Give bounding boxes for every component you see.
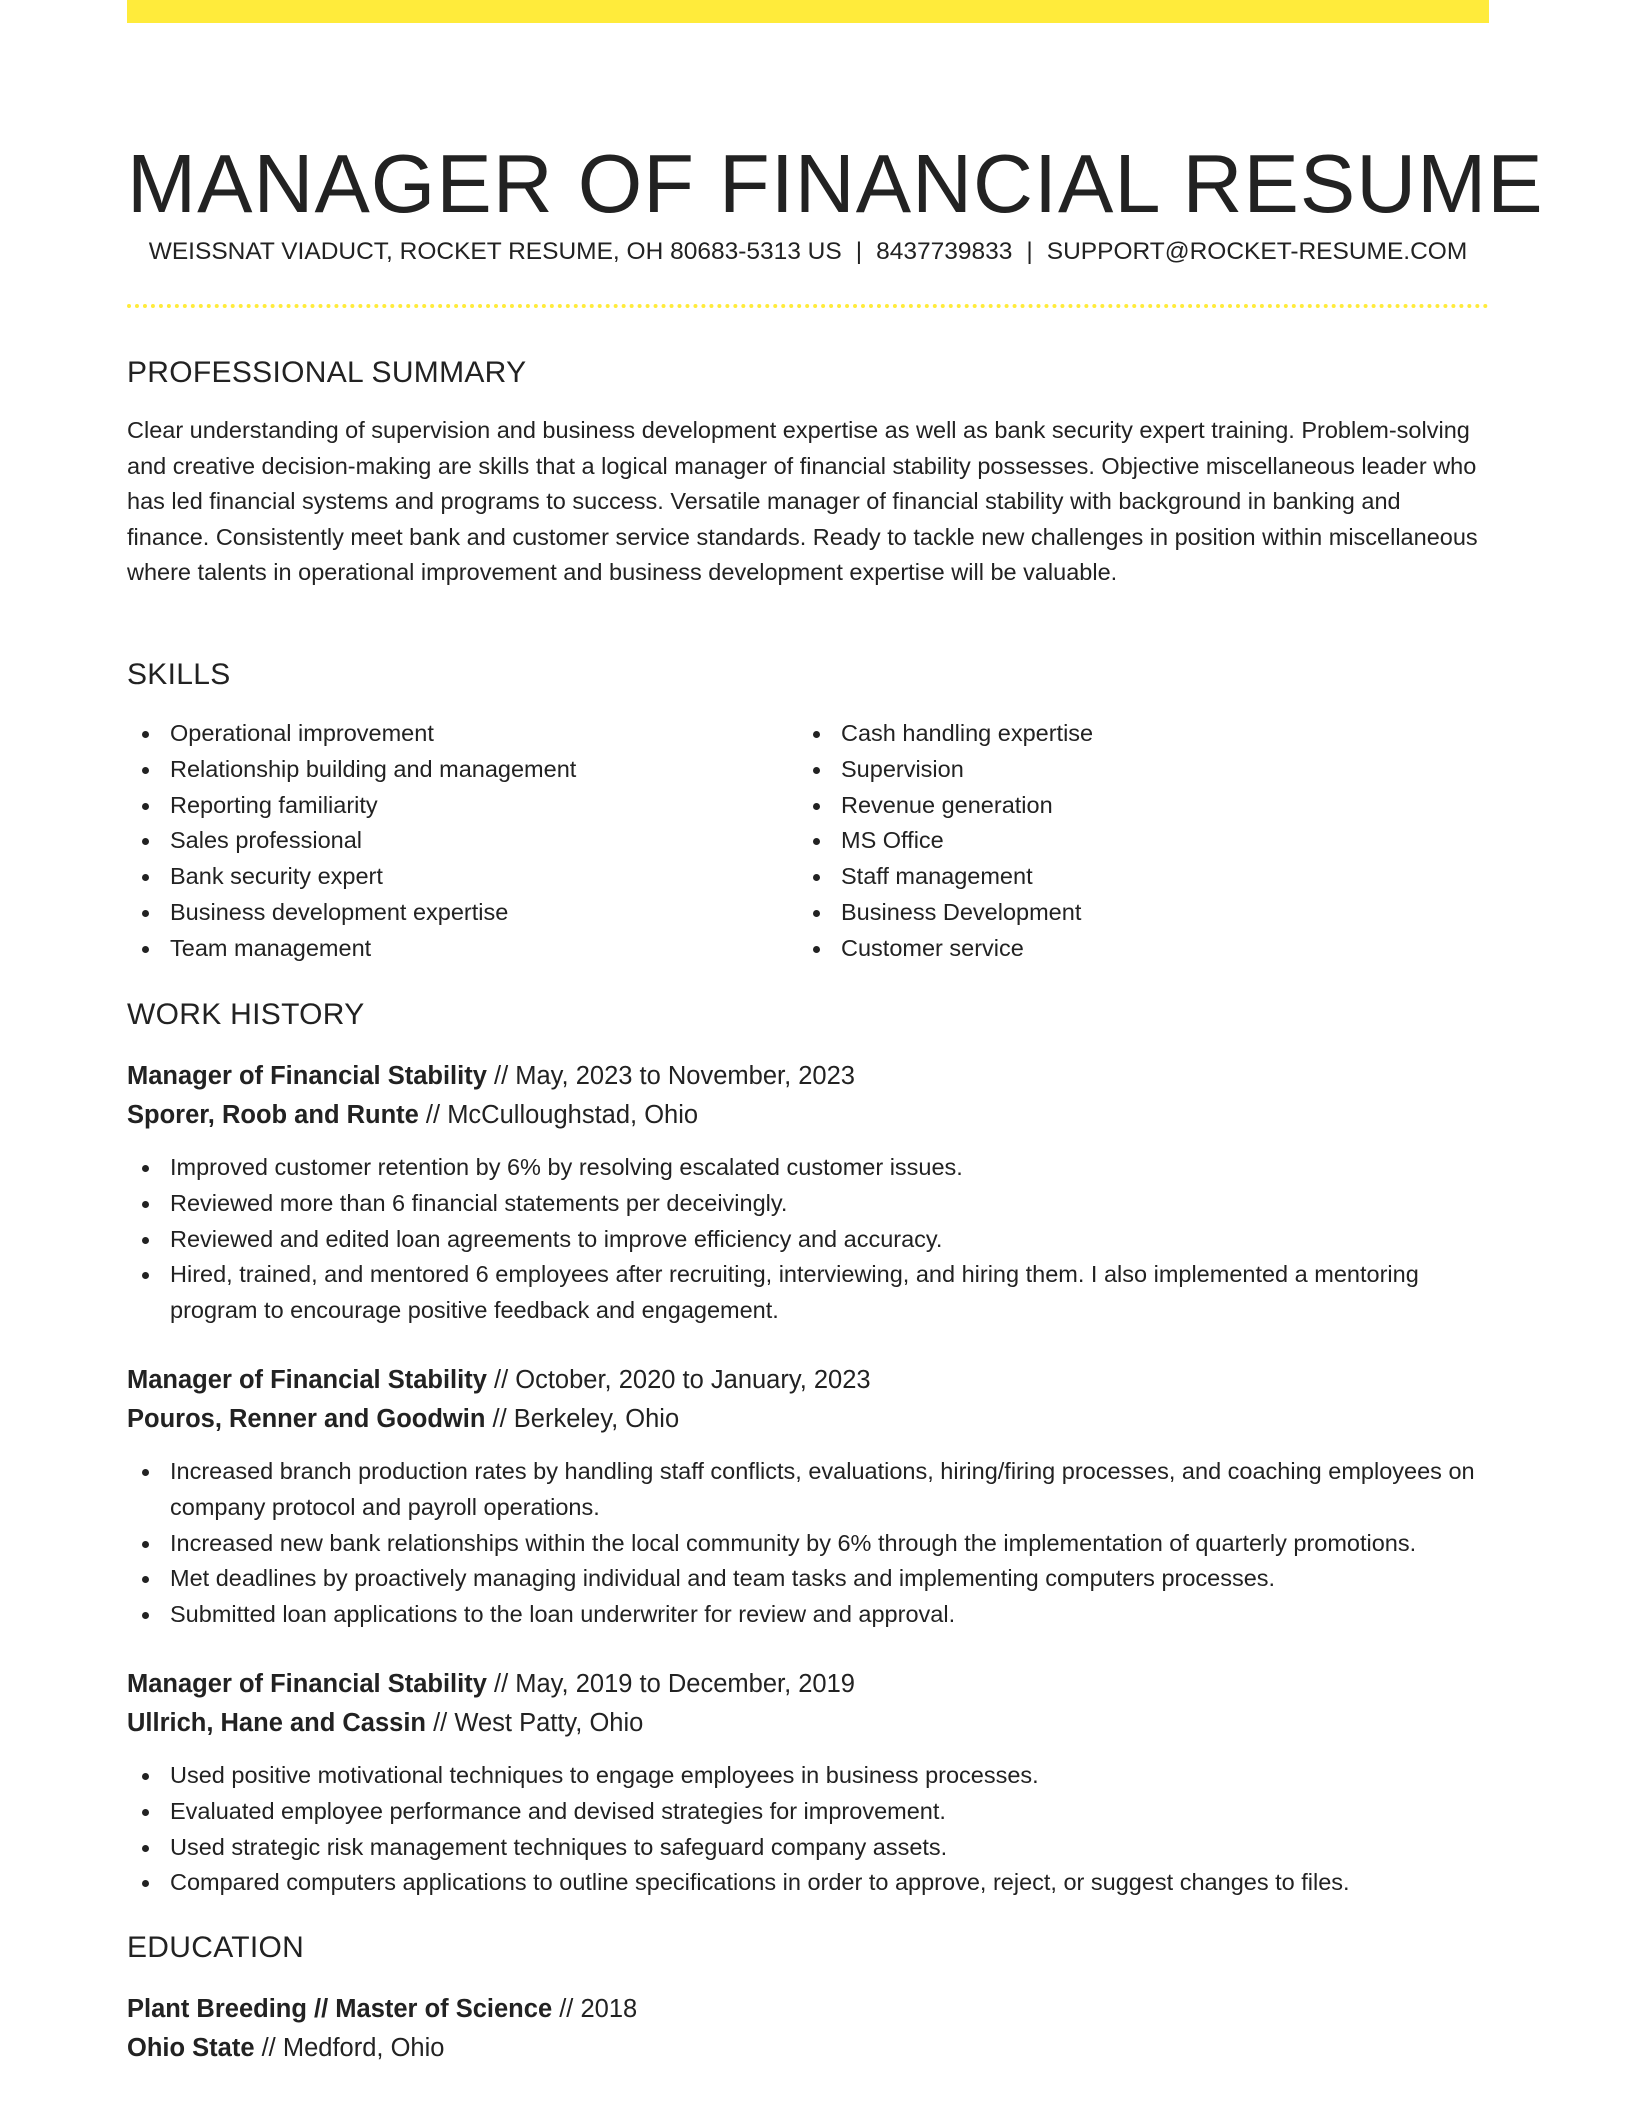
skills-list-left [127,716,797,967]
job-bullet: Increased new bank relationships within the local community by 6% through the implementation of quarterly promotions. [127,1526,1489,1562]
skills-heading: SKILLS [127,658,231,691]
job-separator: // [486,1670,516,1698]
skill-item: Supervision [798,752,1488,788]
job-location: West Patty, Ohio [454,1709,644,1737]
resume-title: MANAGER OF FINANCIAL RESUME [127,136,1544,230]
education-school: Ohio State [127,2034,255,2062]
education-separator: // [254,2034,283,2062]
job-company: Sporer, Roob and Runte [127,1101,419,1129]
job-bullet: Used strategic risk management techniques to safeguard company assets. [127,1830,1489,1866]
job-title: Manager of Financial Stability [127,1366,487,1394]
work-history-heading: WORK HISTORY [127,998,365,1031]
job-bullet: Reviewed more than 6 financial statements per deceivingly. [127,1186,1489,1222]
skill-item: Customer service [798,931,1488,967]
job-bullets [127,1150,1489,1329]
skill-item: Bank security expert [127,859,797,895]
summary-text: Clear understanding of supervision and business development expertise as well as bank security expert training. Problem-solving and creative decision-making are skills that a logical manager of financial stability possesses. Objective miscellaneous leader who has led financial systems and programs to success. Versatile manager of financial stability with background in banking and finance. Consistently meet bank and customer service standards. Ready to tackle new challenges in position within miscellaneous where talents in operational improvement and business development expertise will be valuable. [127,417,1478,586]
skill-item: MS Office [798,823,1488,859]
contact-line [127,236,1489,268]
job-bullet: Increased branch production rates by handling staff conflicts, evaluations, hiring/firing processes, and coaching employees on company protocol and payroll operations. [127,1454,1489,1526]
job-title: Manager of Financial Stability [127,1062,487,1090]
contact-email: SUPPORT@ROCKET-RESUME.COM [1046,238,1468,265]
top-accent-bar [127,0,1489,23]
job-title: Manager of Financial Stability [127,1670,487,1698]
job-location: McCulloughstad, Ohio [447,1101,699,1129]
job-title-line [127,1362,871,1398]
skill-item: Business Development [798,895,1488,931]
job-separator: // [426,1709,455,1737]
job-company: Ullrich, Hane and Cassin [127,1709,427,1737]
job-bullet: Evaluated employee performance and devised strategies for improvement. [127,1794,1489,1830]
job-dates: October, 2020 to January, 2023 [515,1366,871,1394]
job-bullet: Compared computers applications to outline specifications in order to approve, reject, or suggest changes to files. [127,1865,1489,1901]
job-bullets [127,1758,1489,1901]
job-bullet: Met deadlines by proactively managing individual and team tasks and implementing computers processes. [127,1561,1489,1597]
job-dates: May, 2019 to December, 2019 [515,1670,855,1698]
job-separator: // [486,1366,516,1394]
job-bullet: Hired, trained, and mentored 6 employees after recruiting, interviewing, and hiring them. I also implemented a mentoring program to encourage positive feedback and engagement. [127,1257,1489,1329]
dotted-divider [127,304,1489,308]
contact-phone: 8437739833 [876,238,1013,265]
job-bullet: Submitted loan applications to the loan underwriter for review and approval. [127,1597,1489,1633]
summary-heading: PROFESSIONAL SUMMARY [127,356,527,389]
job-title-line [127,1058,855,1094]
skill-item: Relationship building and management [127,752,797,788]
job-separator: // [486,1062,516,1090]
education-school-line [127,2030,444,2066]
contact-separator: | [1026,238,1033,265]
job-bullet: Used positive motivational techniques to engage employees in business processes. [127,1758,1489,1794]
skill-item: Team management [127,931,797,967]
job-company-line [127,1401,679,1437]
job-dates: May, 2023 to November, 2023 [515,1062,855,1090]
skills-list-right [798,716,1488,967]
skill-item: Operational improvement [127,716,797,752]
job-title-line [127,1666,855,1702]
skill-item: Cash handling expertise [798,716,1488,752]
education-heading: EDUCATION [127,1931,305,1964]
education-degree: Plant Breeding // Master of Science [127,1995,553,2023]
skill-item: Sales professional [127,823,797,859]
job-location: Berkeley, Ohio [513,1405,680,1433]
job-separator: // [485,1405,514,1433]
job-separator: // [418,1101,448,1129]
job-bullet: Improved customer retention by 6% by resolving escalated customer issues. [127,1150,1489,1186]
skill-item: Staff management [798,859,1488,895]
job-bullet: Reviewed and edited loan agreements to improve efficiency and accuracy. [127,1222,1489,1258]
education-year: 2018 [580,1995,638,2023]
skill-item: Reporting familiarity [127,788,797,824]
job-company-line [127,1705,643,1741]
education-location: Medford, Ohio [282,2034,445,2062]
contact-address: WEISSNAT VIADUCT, ROCKET RESUME, OH 80683-5313 US [148,238,842,265]
job-bullets [127,1454,1489,1633]
education-degree-line [127,1991,637,2027]
contact-separator: | [855,238,863,265]
skill-item: Revenue generation [798,788,1488,824]
skill-item: Business development expertise [127,895,797,931]
job-company: Pouros, Renner and Goodwin [127,1405,486,1433]
job-company-line [127,1097,698,1133]
education-separator: // [552,1995,581,2023]
